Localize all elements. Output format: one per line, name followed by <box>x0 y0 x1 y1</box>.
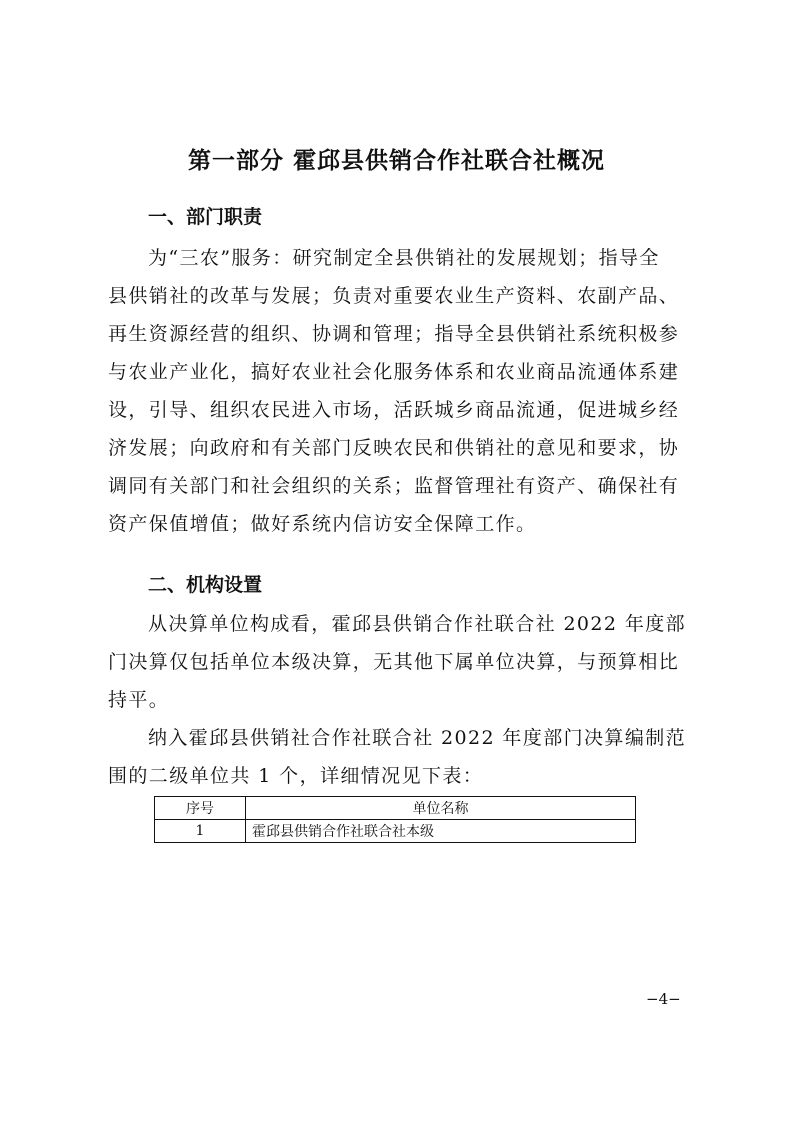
cell-number: 1 <box>155 820 246 843</box>
paragraph-line: 门决算仅包括单位本级决算，无其他下属单位决算，与预算相比 <box>108 651 680 673</box>
paragraph-line: 为“三农”服务：研究制定全县供销社的发展规划；指导全 <box>148 247 660 269</box>
page-number: −4− <box>646 990 681 1008</box>
paragraph-line: 设，引导、组织农民进入市场，活跃城乡商品流通，促进城乡经 <box>108 399 680 421</box>
header-cell-unit-name: 单位名称 <box>246 797 636 820</box>
units-table <box>154 796 636 843</box>
cell-unit-name: 霍邱县供销合作社联合社本级 <box>246 820 636 843</box>
paragraph-line: 从决算单位构成看，霍邱县供销合作社联合社 2022 年度部 <box>148 613 687 635</box>
page-title: 第一部分 霍邱县供销合作社联合社概况 <box>187 147 605 174</box>
paragraph-line: 纳入霍邱县供销社合作社联合社 2022 年度部门决算编制范 <box>148 727 687 749</box>
paragraph-line: 与农业产业化，搞好农业社会化服务体系和农业商品流通体系建 <box>108 361 680 383</box>
section-heading-structure: 二、机构设置 <box>148 574 263 596</box>
table-row <box>155 820 636 843</box>
paragraph-line: 资产保值增值；做好系统内信访安全保障工作。 <box>108 513 537 535</box>
paragraph-line: 围的二级单位共 1 个，详细情况见下表： <box>108 765 484 787</box>
table-header-row <box>155 797 636 820</box>
paragraph-line: 调同有关部门和社会组织的关系；监督管理社有资产、确保社有 <box>108 475 680 497</box>
paragraph-line: 济发展；向政府和有关部门反映农民和供销社的意见和要求，协 <box>108 437 680 459</box>
structure-paragraph-1 <box>108 605 694 719</box>
section-heading-duties: 一、部门职责 <box>148 206 263 228</box>
paragraph-line: 持平。 <box>108 689 170 711</box>
paragraph-line: 再生资源经营的组织、协调和管理；指导全县供销社系统积极参 <box>108 323 680 345</box>
duties-paragraph <box>108 239 694 543</box>
structure-paragraph-2 <box>108 719 694 795</box>
header-cell-number: 序号 <box>155 797 246 820</box>
paragraph-line: 县供销社的改革与发展；负责对重要农业生产资料、农副产品、 <box>108 285 680 307</box>
